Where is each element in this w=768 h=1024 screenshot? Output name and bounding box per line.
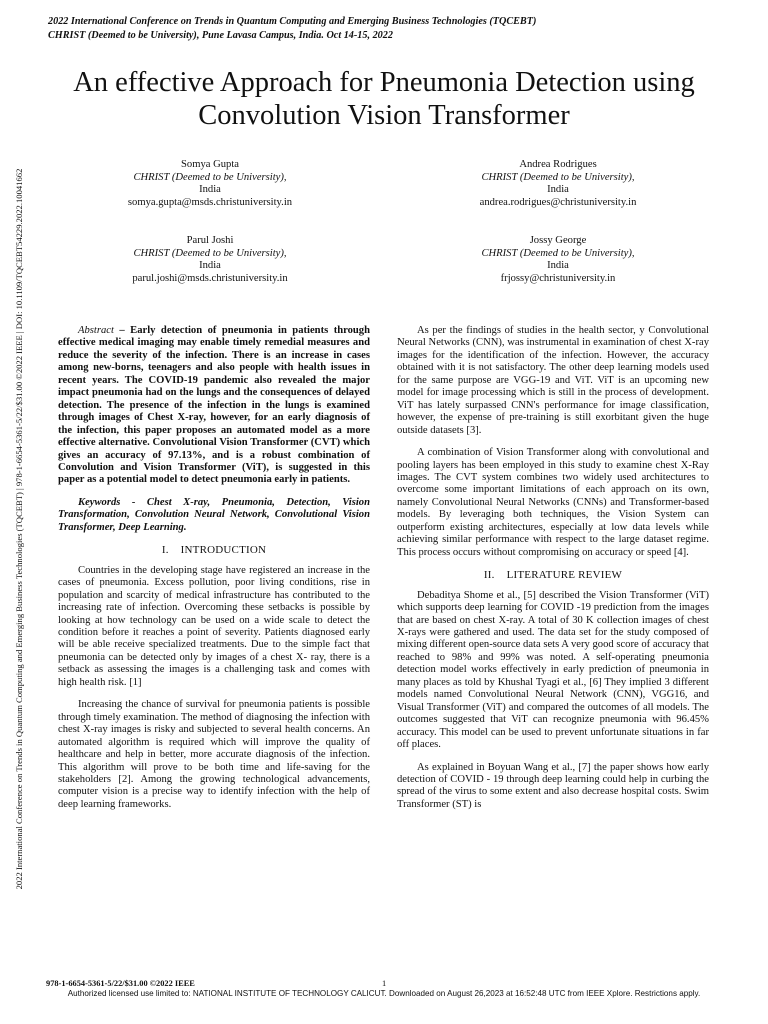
doi-sidebar-text: 2022 International Conference on Trends in Quantum Computing and Emerging Business Technologies (TQCEBT) | 978-1-6654-5361-5/22/$31.00 ©2022 IEEE | DOI: 10.1109/TQCEBT54229.2022.10041662 [14,168,24,890]
conference-venue: CHRIST (Deemed to be University), Pune Lavasa Campus, India. Oct 14-15, 2022 [48,30,393,41]
author-affiliation: CHRIST (Deemed to be University), [133,247,287,259]
keywords: Keywords - Chest X-ray, Pneumonia, Detection, Vision Transformation, Convolution Neural Network, Convolutional Vision Transformer, Deep Learning. [58,496,370,533]
paragraph: Debaditya Shome et al., [5] described the Vision Transformer (ViT) which supports deep learning for COVID -19 prediction from the images that are based on chest X-ray. A total of 30 K collection images of chest X-rays were gathered and used. The data set for the study composed of mixing different open-source data sets A very good score of accuracy that reached to 98% and 99% was noted. A self-operating pneumonia detection model works effectively in early prediction of pneumonia in many places as told by Khushal Tyagi et al., [6] They implied 3 different models named Convolutional Neural Network (CNN), VGG16, and Visual Transformer (ViT) and compared the outcomes of all models. The outcomes suggested that ViT can recognize pneumonia with 96.45% accuracy. This model can be used to prevent unfortunate situations in far off places. [397,589,709,751]
license-notice: Authorized licensed use limited to: NATIONAL INSTITUTE OF TECHNOLOGY CALICUT. Downloaded on August 26,2023 at 16:52:48 UTC from IEEE Xplore. Restrictions apply. [67,989,701,998]
conference-header [48,15,536,43]
author-email: andrea.rodrigues@christuniversity.in [479,196,637,208]
paragraph: Countries in the developing stage have registered an increase in the cases of pneumonia. Excess pollution, poor living conditions, rise in population and scarcity of medical infrastructure has contributed to the increasing rate of infection. Overcoming these setbacks is possible by looking at how technology can be used on a wide scale to detect the condition before it reaches a point of severity. Patients diagnosed early will be able receive specialized treatments. Due to the simple fact that pneumonia can be detected only by images of a chest X- ray, there is a setback as assessing the images is a challenging task and comes with high health risk. [1] [58,564,370,688]
author-name: Somya Gupta [181,159,239,170]
author-email: frjossy@christuniversity.in [500,272,616,284]
section-title: LITERATURE REVIEW [506,569,623,582]
section-number: II. [483,569,495,582]
author-affiliation: CHRIST (Deemed to be University), [481,247,635,259]
paragraph: Increasing the chance of survival for pneumonia patients is possible through timely examination. The method of diagnosing the infection with chest X-ray images is risky and subjected to several health concerns. An automated algorithm is required which will improve the quality of healthcare and help in better, more accurate diagnosis of the infection. This algorithm will prove to be both time and life-saving for the stakeholders [2]. Among the growing technological advancements, computer vision is a precise way to identify infection with the help of deep learning frameworks. [58,699,370,810]
abstract-text: Early detection of pneumonia in patients through effective medical imaging may enable timely remedial measures and reduce the severity of the infection. There is an increase in cases among new-borns, teenagers and also people with health issues in recent years. The COVID-19 pandemic also revealed the major impact pneumonia had on the lungs and the consequences of delayed detection. The presence of the infection in the lungs is examined through images of Chest X-ray, however, for an early diagnosis of the infection, this paper proposes an automated model as a more effective alternative. Convolutional Vision Transformer (CVT) which gives an accuracy of 97.13%, and is a robust combination of Convolution and Vision Transformer (ViT), is suggested in this paper as a potential model to detect pneumonia early in patients. [58,325,370,486]
author-country: India [199,260,221,272]
author-email: parul.joshi@msds.christuniversity.in [132,272,288,284]
author-name: Andrea Rodrigues [519,159,597,170]
author-country: India [547,184,569,196]
page-number: 1 [382,979,387,988]
section-number: I. [161,544,169,557]
author-block [90,235,330,285]
author-country: India [199,184,221,196]
paragraph: As per the findings of studies in the health sector, y Convolutional Neural Networks (CNN), was instrumental in examination of chest X-ray images for the identification of the infection. However, the accuracy obtained with it is not satisfactory. The other deep learning models used for the same purpose are VGG-19 and ViT. ViT is an upcoming new model for image processing which is still in the process of development. ViT has lately surpassed CNN's performance for image classification, however, the expense of pre-training is still exorbitant given the huge outside datasets [3]. [397,325,709,436]
author-name: Jossy George [529,235,587,246]
author-affiliation: CHRIST (Deemed to be University), [481,171,635,183]
author-block [438,235,678,285]
section-heading-introduction [58,544,370,556]
isbn-footer: 978-1-6654-5361-5/22/$31.00 ©2022 IEEE [46,979,195,988]
left-column [58,325,370,821]
author-block [90,159,330,209]
conference-name: 2022 International Conference on Trends in Quantum Computing and Emerging Business Technologies (TQCEBT) [48,16,537,27]
abstract [58,325,370,487]
author-block [438,159,678,209]
right-column [397,325,709,821]
author-name: Parul Joshi [186,235,234,246]
paper-title: An effective Approach for Pneumonia Detection using Convolution Vision Transformer [73,67,695,131]
author-country: India [547,260,569,272]
section-heading-literature-review [397,569,709,581]
author-email: somya.gupta@msds.christuniversity.in [127,196,293,208]
abstract-label: Abstract [78,325,114,336]
abstract-dash: – [113,325,131,336]
section-title: INTRODUCTION [180,544,267,557]
author-affiliation: CHRIST (Deemed to be University), [133,171,287,183]
paragraph: As explained in Boyuan Wang et al., [7] the paper shows how early detection of COVID - 19 through deep learning could help in curbing the spread of the virus to some extent and also decrease hospital costs. Swim Transformer (ST) is [397,761,709,810]
paragraph: A combination of Vision Transformer along with convolutional and pooling layers has been employed in this study to examine chest X-Ray images. The CVT system combines two widely used architectures to overcome some important limitations of each approach on its own, namely Convolutional Neural Networks (CNNs) and Transformer-based models. By leveraging both techniques, the Vision System can outperform existing architectures, especially at low data levels while achieving similar performance with respect to the large dataset regime. This process occurs without compromising on accuracy or speed [4]. [397,447,709,558]
doi-sidebar [12,99,26,959]
